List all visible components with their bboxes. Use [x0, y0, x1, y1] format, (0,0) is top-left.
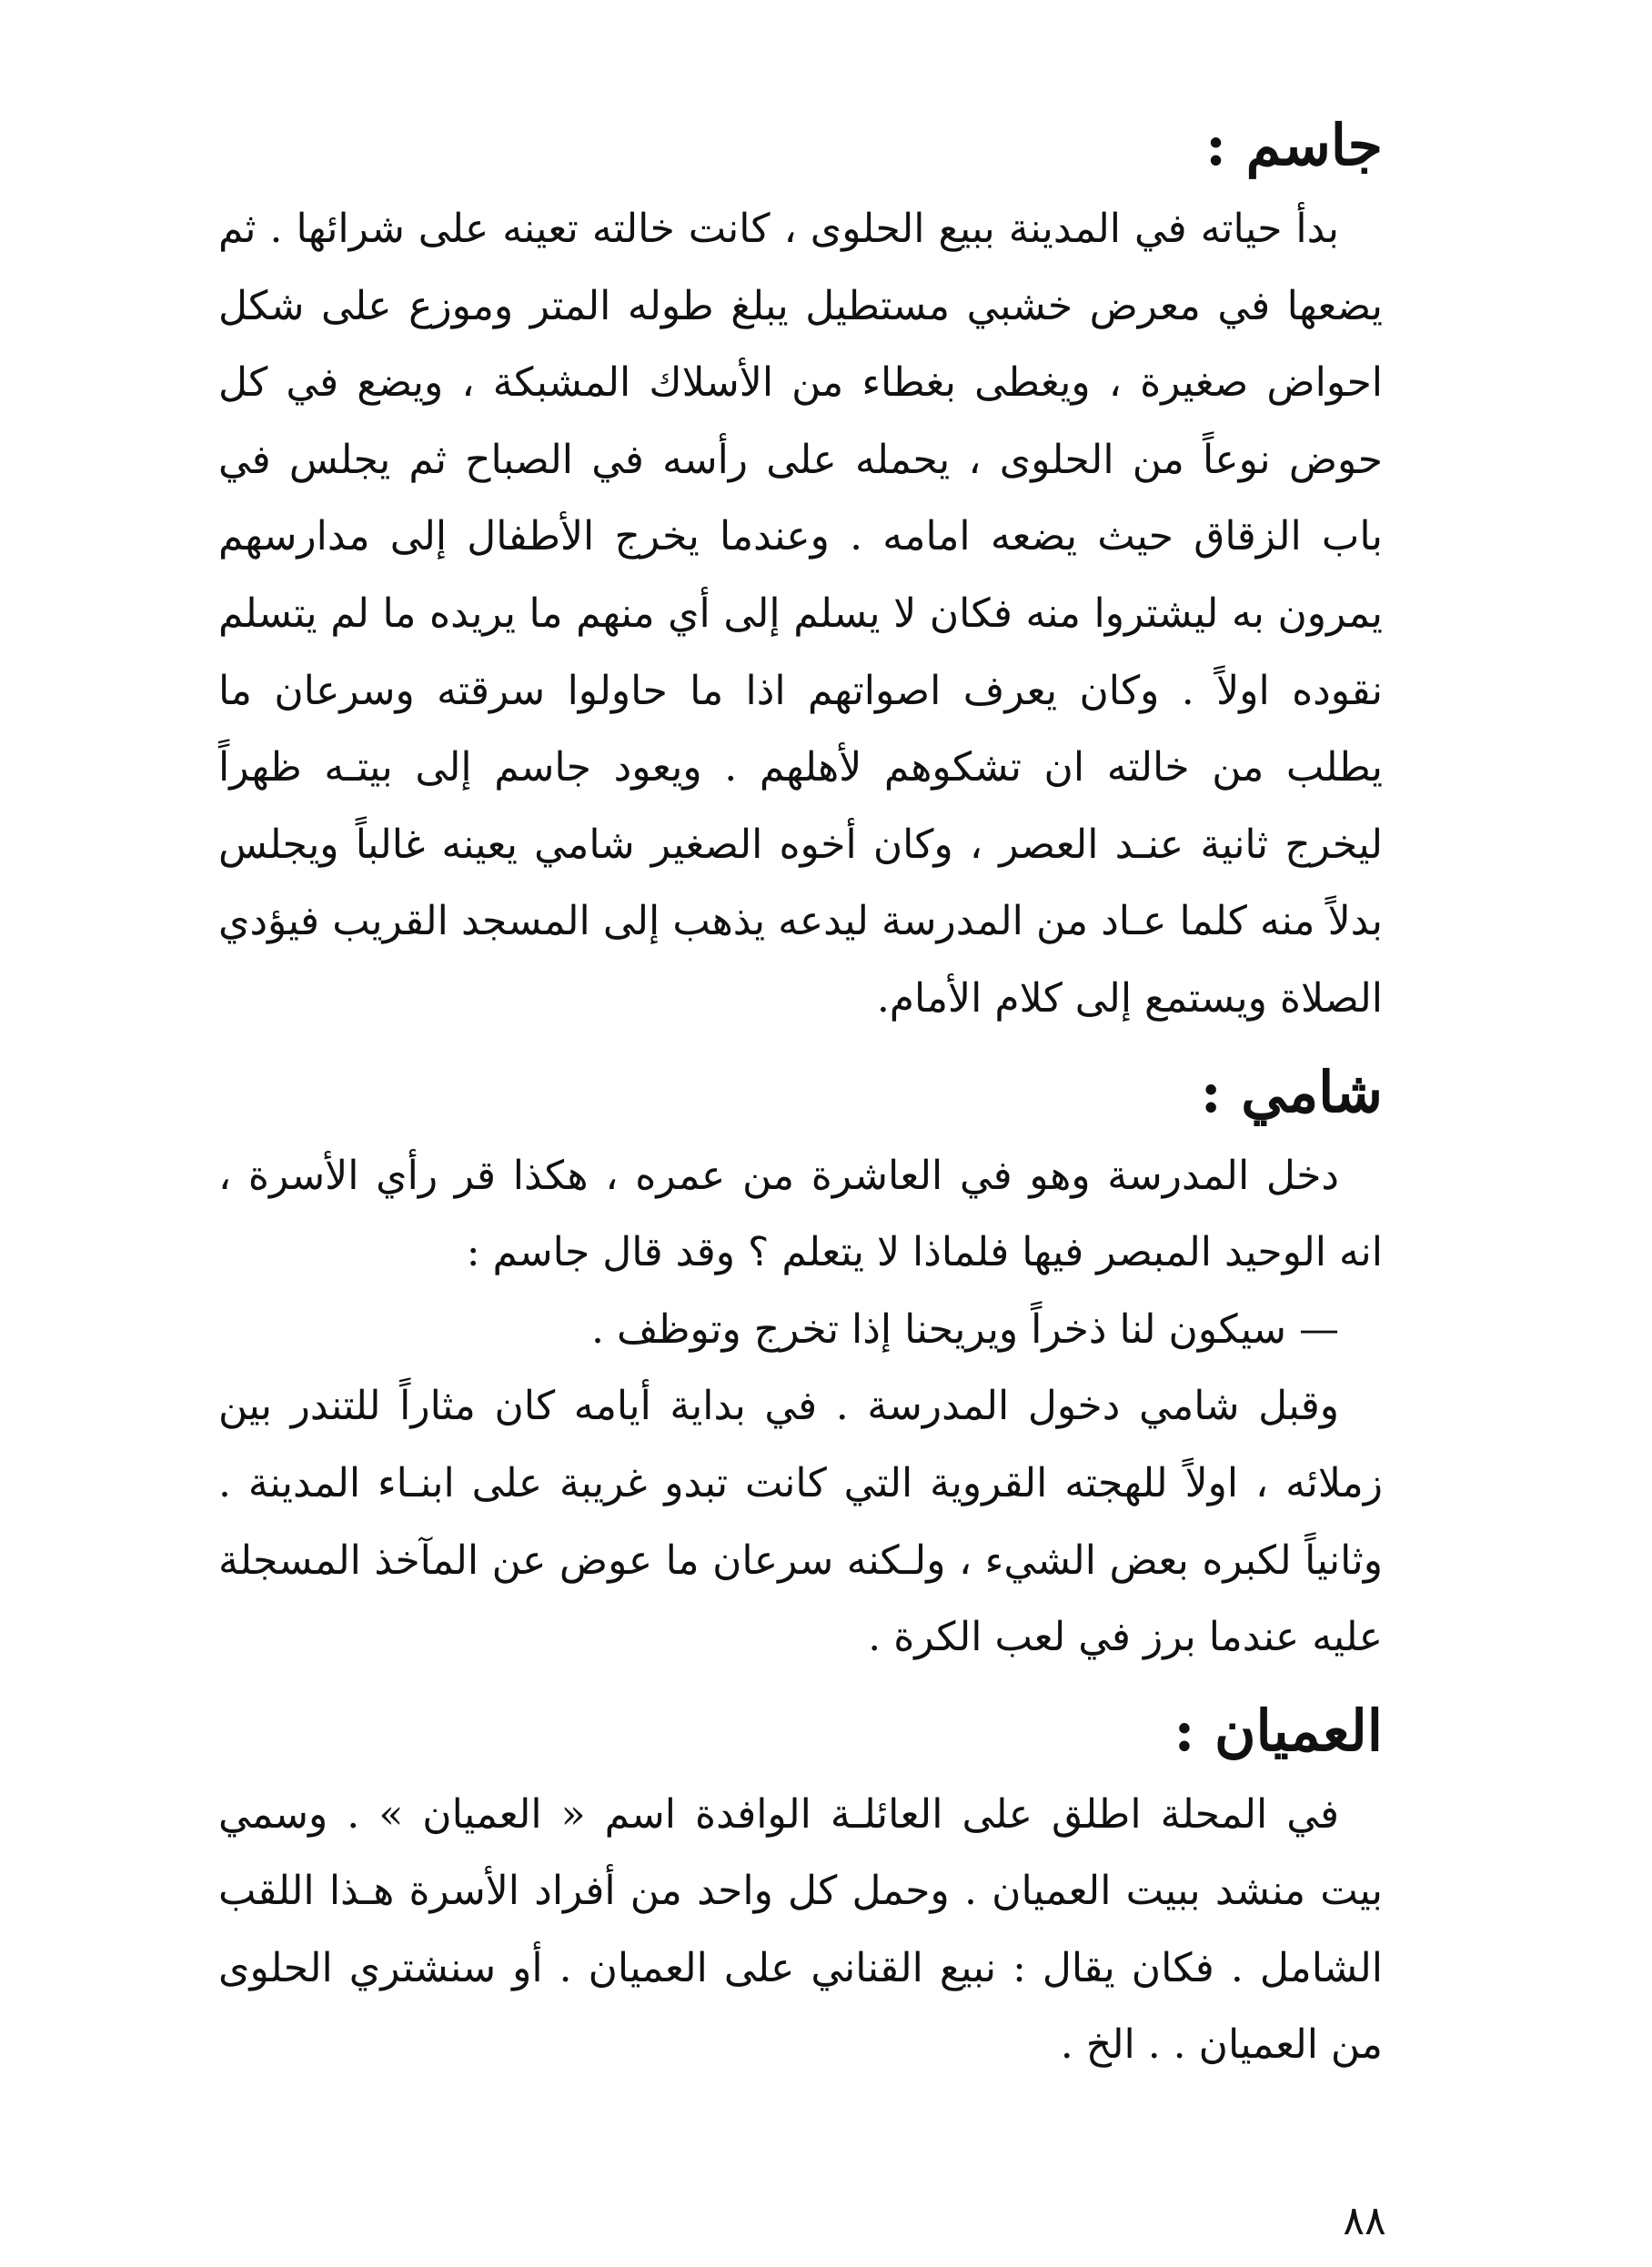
page-number: ٨٨: [1343, 2198, 1386, 2244]
section-alumyan: [218, 1686, 1383, 2084]
dialogue-line: — سيكون لنا ذخراً ويريحنا إذا تخرج وتوظف .: [590, 1305, 1339, 1353]
section-heading-jasim: جاسم :: [1205, 112, 1383, 178]
paragraph-alumyan-1: في المحلة اطلق على العائلـة الوافدة اسم « العميان » . وسمي بيت منشد ببيت العميان . وحمل كل واحد من أفراد الأسرة هـذا اللقب الشامل . فكان يقال : نبيع القناني على العميان . أو سنشتري الحلوى من العميان . . الخ .: [218, 1790, 1383, 2069]
section-heading-shami: شامي :: [1200, 1058, 1383, 1125]
paragraph-shami-2: وقبل شامي دخول المدرسة . في بداية أيامه كان مثاراً للتندر بين زملائه ، اولاً للهجته القروية التي كانت تبدو غريبة على ابنـاء المدينة . وثانياً لكبره بعض الشيء ، ولـكنه سرعان ما عوض عن المآخذ المسجلة عليه عندما برز في لعب الكرة .: [218, 1383, 1383, 1661]
section-jasim: [218, 100, 1383, 1038]
section-shami: [218, 1047, 1383, 1677]
paragraph-jasim-1: بدأ حياته في المدينة ببيع الحلوى ، كانت خالته تعينه على شرائها . ثم يضعها في معرض خشبي مستطيل يبلغ طوله المتر وموزع على شكل احواض صغيرة ، ويغطى بغطاء من الأسلاك المشبكة ، ويضع في كل حوض نوعاً من الحلوى ، يحمله على رأسه في الصباح ثم يجلس في باب الزقاق حيث يضعه امامه . وعندما يخرج الأطفال إلى مدارسهم يمرون به ليشتروا منه فكان لا يسلم إلى أي منهم ما يريده ما لم يتسلم نقوده اولاً . وكان يعرف اصواتهم اذا ما حاولوا سرقته وسرعان ما يطلب من خالته ان تشكوهم لأهلهم . ويعود جاسم إلى بيتـه ظهراً ليخرج ثانية عنـد العصر ، وكان أخوه الصغير شامي يعينه غالباً ويجلس بدلاً منه كلما عـاد من المدرسة ليدعه يذهب إلى المسجد القريب فيؤدي الصلاة ويستمع إلى كلام الأمام.: [218, 206, 1383, 1022]
section-heading-alumyan: العميان :: [1174, 1697, 1383, 1764]
paragraph-shami-1: دخل المدرسة وهو في العاشرة من عمره ، هكذا قر رأي الأسرة ، انه الوحيد المبصر فيها فلماذا لا يتعلم ؟ وقد قال جاسم :: [218, 1152, 1383, 1276]
page-content: [218, 100, 1383, 2084]
